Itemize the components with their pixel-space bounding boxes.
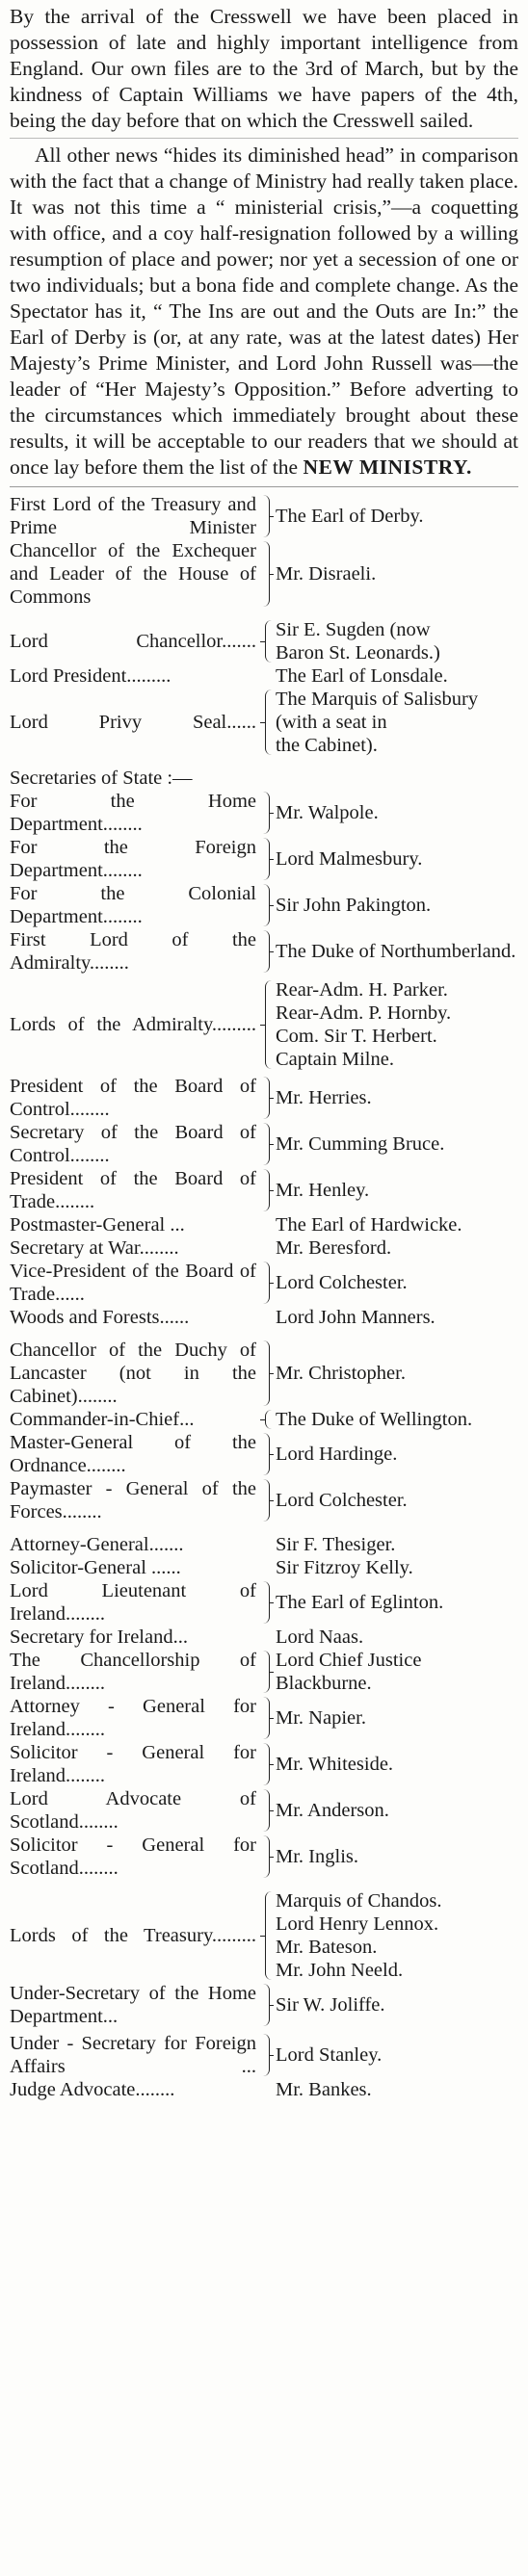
office-holder: [276, 1993, 518, 2017]
office-title: Judge Advocate........: [10, 2079, 175, 2100]
office-title: Vice-President of the Board of Trade......: [10, 1261, 256, 1305]
brace-mark: [258, 1626, 276, 1649]
brace-mark: [258, 1477, 276, 1523]
brace-mark: [258, 1695, 276, 1741]
brace-mark: [258, 1741, 276, 1787]
brace-mark: [258, 1982, 276, 2028]
ministry-row: [10, 2078, 518, 2101]
brace-mark: [258, 1213, 276, 1236]
brace-mark: [258, 1889, 276, 1982]
row-gap: [10, 609, 518, 618]
holder-name: The Earl of Derby.: [276, 506, 424, 527]
holder-name: Lord Hardinge.: [276, 1444, 398, 1465]
ministry-row: [10, 1236, 518, 1260]
row-gap: [10, 757, 518, 767]
ministry-row: [10, 688, 518, 757]
brace-mark: [258, 539, 276, 609]
brace-mark: [258, 1787, 276, 1834]
holder-name: Mr. Whiteside.: [276, 1754, 394, 1775]
office-title: Paymaster - General of the Forces........: [10, 1478, 256, 1522]
office-holder: [276, 664, 518, 688]
office-title: Lord Lieutenant of Ireland........: [10, 1580, 256, 1625]
brace-mark: [258, 978, 276, 1071]
office-title: Postmaster-General ...: [10, 1214, 185, 1236]
ministry-row: [10, 618, 518, 664]
holder-name: Marquis of Chandos.: [276, 1890, 442, 1912]
holder-name: Mr. Beresford.: [276, 1237, 392, 1259]
office-title: Under-Secretary of the Home Department...: [10, 1983, 256, 2027]
brace-mark: [258, 882, 276, 928]
intro-paragraph-2-text: All other news “hides its diminished head” in comparison with the fact that a change of Ministry had really taken place. It was not this time a “ ministerial crisis,”—a coquetting with office, and a coy half-resignation followed by a willing resumption of place and power; nor yet a secession of one or two individuals; but a bona fide and complete change. As the Spectator has it, “ The Ins are out and the Outs are In:” the Earl of Derby is (or, at any rate, was at the latest dates) Her Majesty’s Prime Minister, and Lord John Russell was—the leader of “Her Majesty’s Opposition.” Before adverting to the circumstances which immediately brought about these results, it will be acceptable to our readers that we should at once lay before them the list of the: [10, 143, 518, 479]
office-title: Woods and Forests......: [10, 1307, 190, 1328]
ministry-row: [10, 1889, 518, 1982]
holder-name: Rear-Adm. P. Hornby.: [276, 1002, 452, 1024]
holder-name: Rear-Adm. H. Parker.: [276, 979, 448, 1001]
ministry-row: [10, 1167, 518, 1213]
brace-mark: [258, 1236, 276, 1260]
office-title: Commander-in-Chief...: [10, 1409, 195, 1430]
holder-name: Mr. Bankes.: [276, 2079, 372, 2100]
office-title: For the Foreign Department........: [10, 837, 256, 881]
brace-mark: [258, 1649, 276, 1695]
holder-name: Lord Stanley.: [276, 2044, 383, 2066]
brace-mark: [258, 688, 276, 757]
office-holder: [276, 1799, 518, 1822]
brace-mark: [258, 1533, 276, 1556]
office-title: Secretaries of State :—: [10, 768, 193, 789]
ministry-row: [10, 2032, 518, 2078]
ministry-row: [10, 882, 518, 928]
office-holder: [276, 1306, 518, 1329]
brace-mark: [258, 1408, 276, 1431]
office-title: Attorney - General for Ireland........: [10, 1696, 256, 1740]
holder-name: Mr. Walpole.: [276, 802, 379, 823]
holder-name: Mr. Bateson.: [276, 1937, 378, 1958]
office-title: Secretary of the Board of Control........: [10, 1122, 256, 1166]
brace-mark: [258, 790, 276, 836]
office-holder: [276, 1179, 518, 1202]
office-title: Solicitor - General for Ireland........: [10, 1742, 256, 1786]
holder-name: Lord Colchester.: [276, 1272, 408, 1293]
brace-mark: [258, 1121, 276, 1167]
holder-name: The Duke of Wellington.: [276, 1409, 473, 1430]
brace-mark: [258, 1579, 276, 1626]
ministry-row: [10, 1834, 518, 1880]
holder-name: Blackburne.: [276, 1673, 372, 1694]
holder-name: Com. Sir T. Herbert.: [276, 1026, 437, 1047]
office-holder: [276, 894, 518, 917]
office-holder: [276, 1533, 518, 1556]
section-title-row: [10, 767, 518, 790]
ministry-row: [10, 1579, 518, 1626]
office-holder: [276, 1271, 518, 1294]
office-holder: [276, 1706, 518, 1730]
brace-mark: [258, 493, 276, 539]
ministry-list: [10, 493, 518, 2101]
ministry-row: [10, 836, 518, 882]
office-holder: [276, 1443, 518, 1466]
office-title: First Lord of the Admiralty........: [10, 929, 256, 974]
office-title: Lords of the Admiralty.........: [10, 1014, 256, 1035]
ministry-row: [10, 1339, 518, 1408]
holder-name: Mr. Disraeli.: [276, 563, 377, 585]
office-title: Chancellor of the Exchequer and Leader of the House of Commons: [10, 540, 256, 608]
new-ministry-heading: NEW MINISTRY.: [303, 455, 472, 479]
holder-name: The Earl of Lonsdale.: [276, 665, 448, 687]
holder-name: Mr. Christopher.: [276, 1363, 406, 1384]
office-title: Under - Secretary for Foreign Affairs ...: [10, 2033, 256, 2077]
brace-mark: [258, 618, 276, 664]
ministry-row: [10, 1477, 518, 1523]
office-holder: [276, 940, 518, 963]
office-title: Lord Chancellor.......: [10, 631, 256, 652]
brace-mark: [258, 2032, 276, 2078]
ministry-row: [10, 1695, 518, 1741]
office-holder: [276, 1086, 518, 1109]
office-title: Solicitor - General for Scotland........: [10, 1834, 256, 1879]
ministry-row: [10, 664, 518, 688]
brace-mark: [258, 1260, 276, 1306]
ministry-row: [10, 790, 518, 836]
office-holder: [276, 1489, 518, 1512]
office-holder: [276, 618, 518, 664]
office-title: Lord President.........: [10, 665, 172, 687]
holder-name: Sir John Pakington.: [276, 895, 432, 916]
office-holder: [276, 978, 518, 1071]
brace-mark: [258, 1339, 276, 1408]
holder-name: Sir Fitzroy Kelly.: [276, 1557, 413, 1578]
office-holder: [276, 2078, 518, 2101]
office-holder: [276, 1889, 518, 1982]
office-title: Lord Privy Seal......: [10, 712, 256, 733]
ministry-row: [10, 1556, 518, 1579]
office-title: Lord Advocate of Scotland........: [10, 1788, 256, 1833]
ministry-row: [10, 1213, 518, 1236]
office-holder: [276, 1362, 518, 1385]
office-title: Chancellor of the Duchy of Lancaster (not in the Cabinet)........: [10, 1340, 256, 1407]
holder-name: The Earl of Hardwicke.: [276, 1214, 462, 1236]
office-holder: [276, 1591, 518, 1614]
ministry-row: [10, 1408, 518, 1431]
holder-name: Lord John Manners.: [276, 1307, 436, 1328]
row-gap: [10, 1880, 518, 1889]
brace-mark: [258, 1075, 276, 1121]
holder-name: Lord Colchester.: [276, 1490, 408, 1511]
holder-name: Mr. John Neeld.: [276, 1960, 404, 1981]
ministry-row: [10, 978, 518, 1071]
ministry-row: [10, 1741, 518, 1787]
holder-name: The Earl of Eglinton.: [276, 1592, 444, 1613]
holder-name: Captain Milne.: [276, 1049, 394, 1070]
ministry-row: [10, 1533, 518, 1556]
office-title: Master-General of the Ordnance........: [10, 1432, 256, 1476]
holder-name: Lord Chief Justice: [276, 1650, 422, 1671]
office-title: Secretary for Ireland...: [10, 1626, 188, 1648]
brace-mark: [258, 1431, 276, 1477]
brace-mark: [258, 836, 276, 882]
ministry-row: [10, 493, 518, 539]
ministry-row: [10, 1982, 518, 2028]
office-holder: [276, 1213, 518, 1236]
office-title: Lords of the Treasury.........: [10, 1925, 256, 1946]
office-holder: [276, 1408, 518, 1431]
ministry-row: [10, 1306, 518, 1329]
holder-name: the Cabinet).: [276, 735, 378, 756]
ministry-row: [10, 1787, 518, 1834]
holder-name: Mr. Henley.: [276, 1180, 370, 1201]
holder-name: Mr. Napier.: [276, 1707, 366, 1729]
brace-mark: [258, 664, 276, 688]
ministry-row: [10, 1431, 518, 1477]
holder-name: The Marquis of Salisbury (with a seat in: [276, 689, 479, 733]
holder-name: Mr. Cumming Bruce.: [276, 1133, 445, 1155]
office-holder: [276, 1556, 518, 1579]
brace-mark: [258, 1306, 276, 1329]
brace-mark: [258, 1556, 276, 1579]
holder-name: Mr. Herries.: [276, 1087, 372, 1108]
holder-name: Lord Malmesbury.: [276, 848, 423, 870]
holder-name: Mr. Inglis.: [276, 1846, 358, 1867]
office-holder: [276, 1649, 518, 1695]
office-title: Solicitor-General ......: [10, 1557, 181, 1578]
office-title: Secretary at War........: [10, 1237, 179, 1259]
office-holder: [276, 562, 518, 585]
office-holder: [276, 1845, 518, 1868]
intro-paragraph-2: [10, 143, 518, 481]
office-holder: [276, 688, 518, 757]
ministry-row: [10, 539, 518, 609]
office-title: The Chancellorship of Ireland........: [10, 1650, 256, 1694]
brace-mark: [258, 2078, 276, 2101]
office-title: First Lord of the Treasury and Prime Minister: [10, 494, 256, 538]
row-gap: [10, 1329, 518, 1339]
office-holder: [276, 847, 518, 871]
ministry-row: [10, 1626, 518, 1649]
office-holder: [276, 801, 518, 824]
list-divider: [10, 486, 518, 487]
brace-mark: [258, 928, 276, 975]
office-holder: [276, 505, 518, 528]
brace-mark: [258, 1167, 276, 1213]
holder-name: Mr. Anderson.: [276, 1800, 389, 1821]
office-title: President of the Board of Control........: [10, 1076, 256, 1120]
ministry-row: [10, 1260, 518, 1306]
office-title: Attorney-General.......: [10, 1534, 184, 1555]
office-holder: [276, 1132, 518, 1156]
holder-name: Lord Naas.: [276, 1626, 364, 1648]
office-holder: [276, 1236, 518, 1260]
rule-divider: [10, 138, 518, 139]
office-title: For the Home Department........: [10, 791, 256, 835]
office-holder: [276, 1626, 518, 1649]
row-gap: [10, 1523, 518, 1533]
holder-name: Sir W. Joliffe.: [276, 1994, 385, 2016]
ministry-row: [10, 1075, 518, 1121]
holder-name: Lord Henry Lennox.: [276, 1913, 439, 1935]
ministry-row: [10, 928, 518, 975]
holder-name: Sir F. Thesiger.: [276, 1534, 396, 1555]
ministry-row: [10, 1121, 518, 1167]
office-title: President of the Board of Trade........: [10, 1168, 256, 1212]
office-title: For the Colonial Department........: [10, 883, 256, 927]
holder-name: The Duke of Northumberland.: [276, 941, 516, 962]
brace-mark: [258, 1834, 276, 1880]
intro-paragraph-1: By the arrival of the Cresswell we have been placed in possession of late and highly important intelligence from England. Our own files are to the 3rd of March, but by the kindness of Captain Williams we have papers of the 4th, being the day before that on which the Cresswell sailed.: [10, 5, 518, 132]
office-holder: [276, 1753, 518, 1776]
office-holder: [276, 2043, 518, 2067]
holder-name: Baron St. Leonards.): [276, 642, 440, 664]
ministry-row: [10, 1649, 518, 1695]
holder-name: Sir E. Sugden (now: [276, 619, 431, 640]
